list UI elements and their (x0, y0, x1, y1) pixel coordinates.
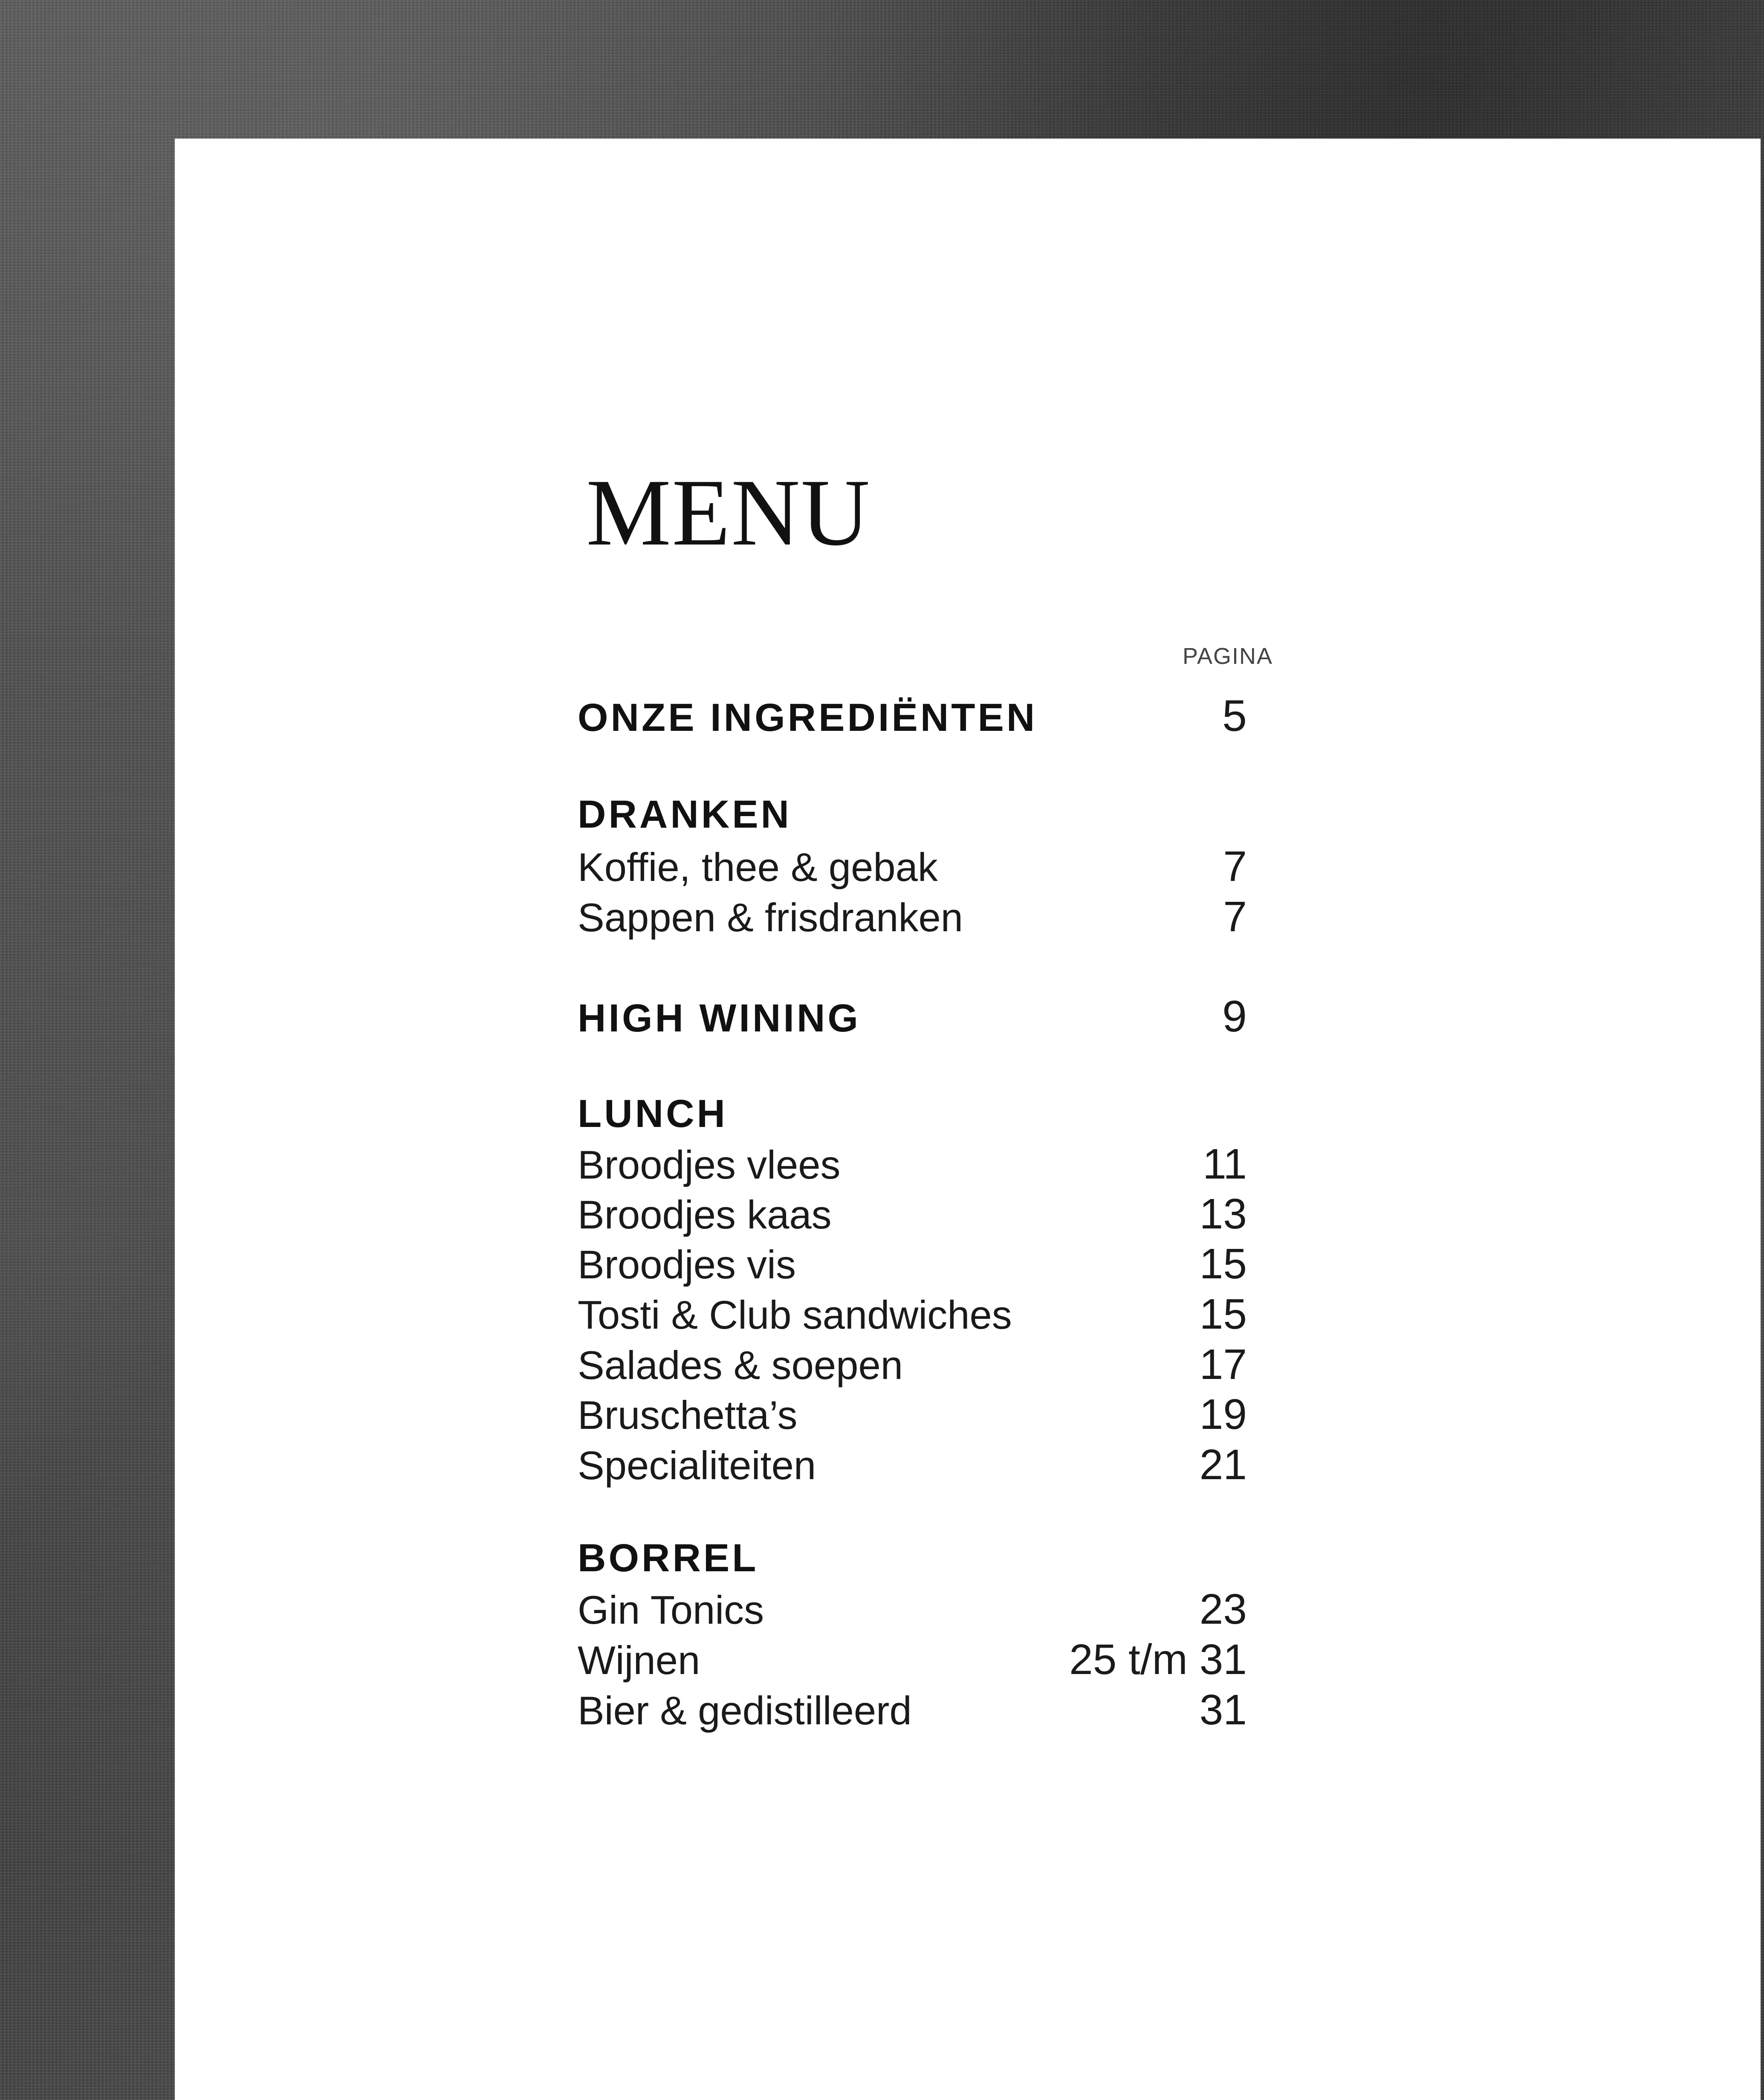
toc-label: Broodjes vis (578, 1242, 796, 1287)
toc-page-number: 25 t/m 31 (1069, 1636, 1247, 1683)
toc-page-number: 23 (1199, 1585, 1247, 1633)
toc-page-number: 15 (1199, 1290, 1247, 1338)
toc-row-specialiteiten[interactable] (578, 1440, 1247, 1492)
page-title: MENU (586, 460, 871, 565)
toc-page-number: 13 (1199, 1190, 1247, 1238)
toc-section-label: DRANKEN (578, 793, 792, 836)
toc-page-number: 19 (1199, 1390, 1247, 1438)
toc-page-number: 31 (1199, 1686, 1247, 1734)
toc-row-broodjes-vlees[interactable] (578, 1140, 1247, 1191)
toc-label: Specialiteiten (578, 1443, 816, 1488)
toc-row-wijnen[interactable] (578, 1635, 1247, 1686)
toc-label: Sappen & frisdranken (578, 895, 963, 940)
toc-label: HIGH WINING (578, 996, 861, 1040)
toc-page-number: 21 (1199, 1441, 1247, 1489)
toc-row-high-wining[interactable] (578, 991, 1247, 1043)
toc-label: Tosti & Club sandwiches (578, 1292, 1012, 1337)
toc-label: Bier & gedistilleerd (578, 1688, 912, 1733)
toc-label: Gin Tonics (578, 1587, 764, 1632)
toc-row-salades[interactable] (578, 1340, 1247, 1391)
toc-page-number: 7 (1223, 893, 1247, 941)
toc-row-koffie[interactable] (578, 842, 1247, 893)
toc-page-number: 17 (1199, 1341, 1247, 1388)
toc-row-bruschetta[interactable] (578, 1390, 1247, 1441)
toc-row-bier[interactable] (578, 1686, 1247, 1737)
toc-label: Wijnen (578, 1638, 700, 1683)
toc-row-broodjes-kaas[interactable] (578, 1190, 1247, 1241)
toc-page-number: 11 (1203, 1140, 1247, 1188)
toc-section-label: BORREL (578, 1536, 759, 1580)
toc-section-label: LUNCH (578, 1092, 728, 1135)
toc-section-dranken (578, 792, 1247, 843)
toc-label: Broodjes vlees (578, 1142, 841, 1187)
toc-row-gin-tonics[interactable] (578, 1585, 1247, 1636)
toc-page-number: 9 (1222, 992, 1247, 1041)
toc-label: ONZE INGREDIËNTEN (578, 696, 1038, 739)
toc-label: Broodjes kaas (578, 1192, 832, 1237)
toc-row-sappen[interactable] (578, 892, 1247, 944)
toc-label: Bruschetta’s (578, 1393, 798, 1437)
pagina-column-label: PAGINA (1182, 643, 1273, 669)
toc-section-lunch (578, 1092, 1247, 1143)
toc-section-borrel (578, 1536, 1247, 1587)
toc-page-number: 5 (1222, 691, 1247, 741)
toc-label: Salades & soepen (578, 1343, 903, 1387)
toc-page-number: 15 (1199, 1240, 1247, 1288)
toc-row-broodjes-vis[interactable] (578, 1240, 1247, 1291)
toc-row-ingredienten[interactable] (578, 691, 1247, 742)
toc-label: Koffie, thee & gebak (578, 845, 938, 889)
toc-page-number: 7 (1223, 843, 1247, 890)
toc-row-tosti[interactable] (578, 1290, 1247, 1341)
